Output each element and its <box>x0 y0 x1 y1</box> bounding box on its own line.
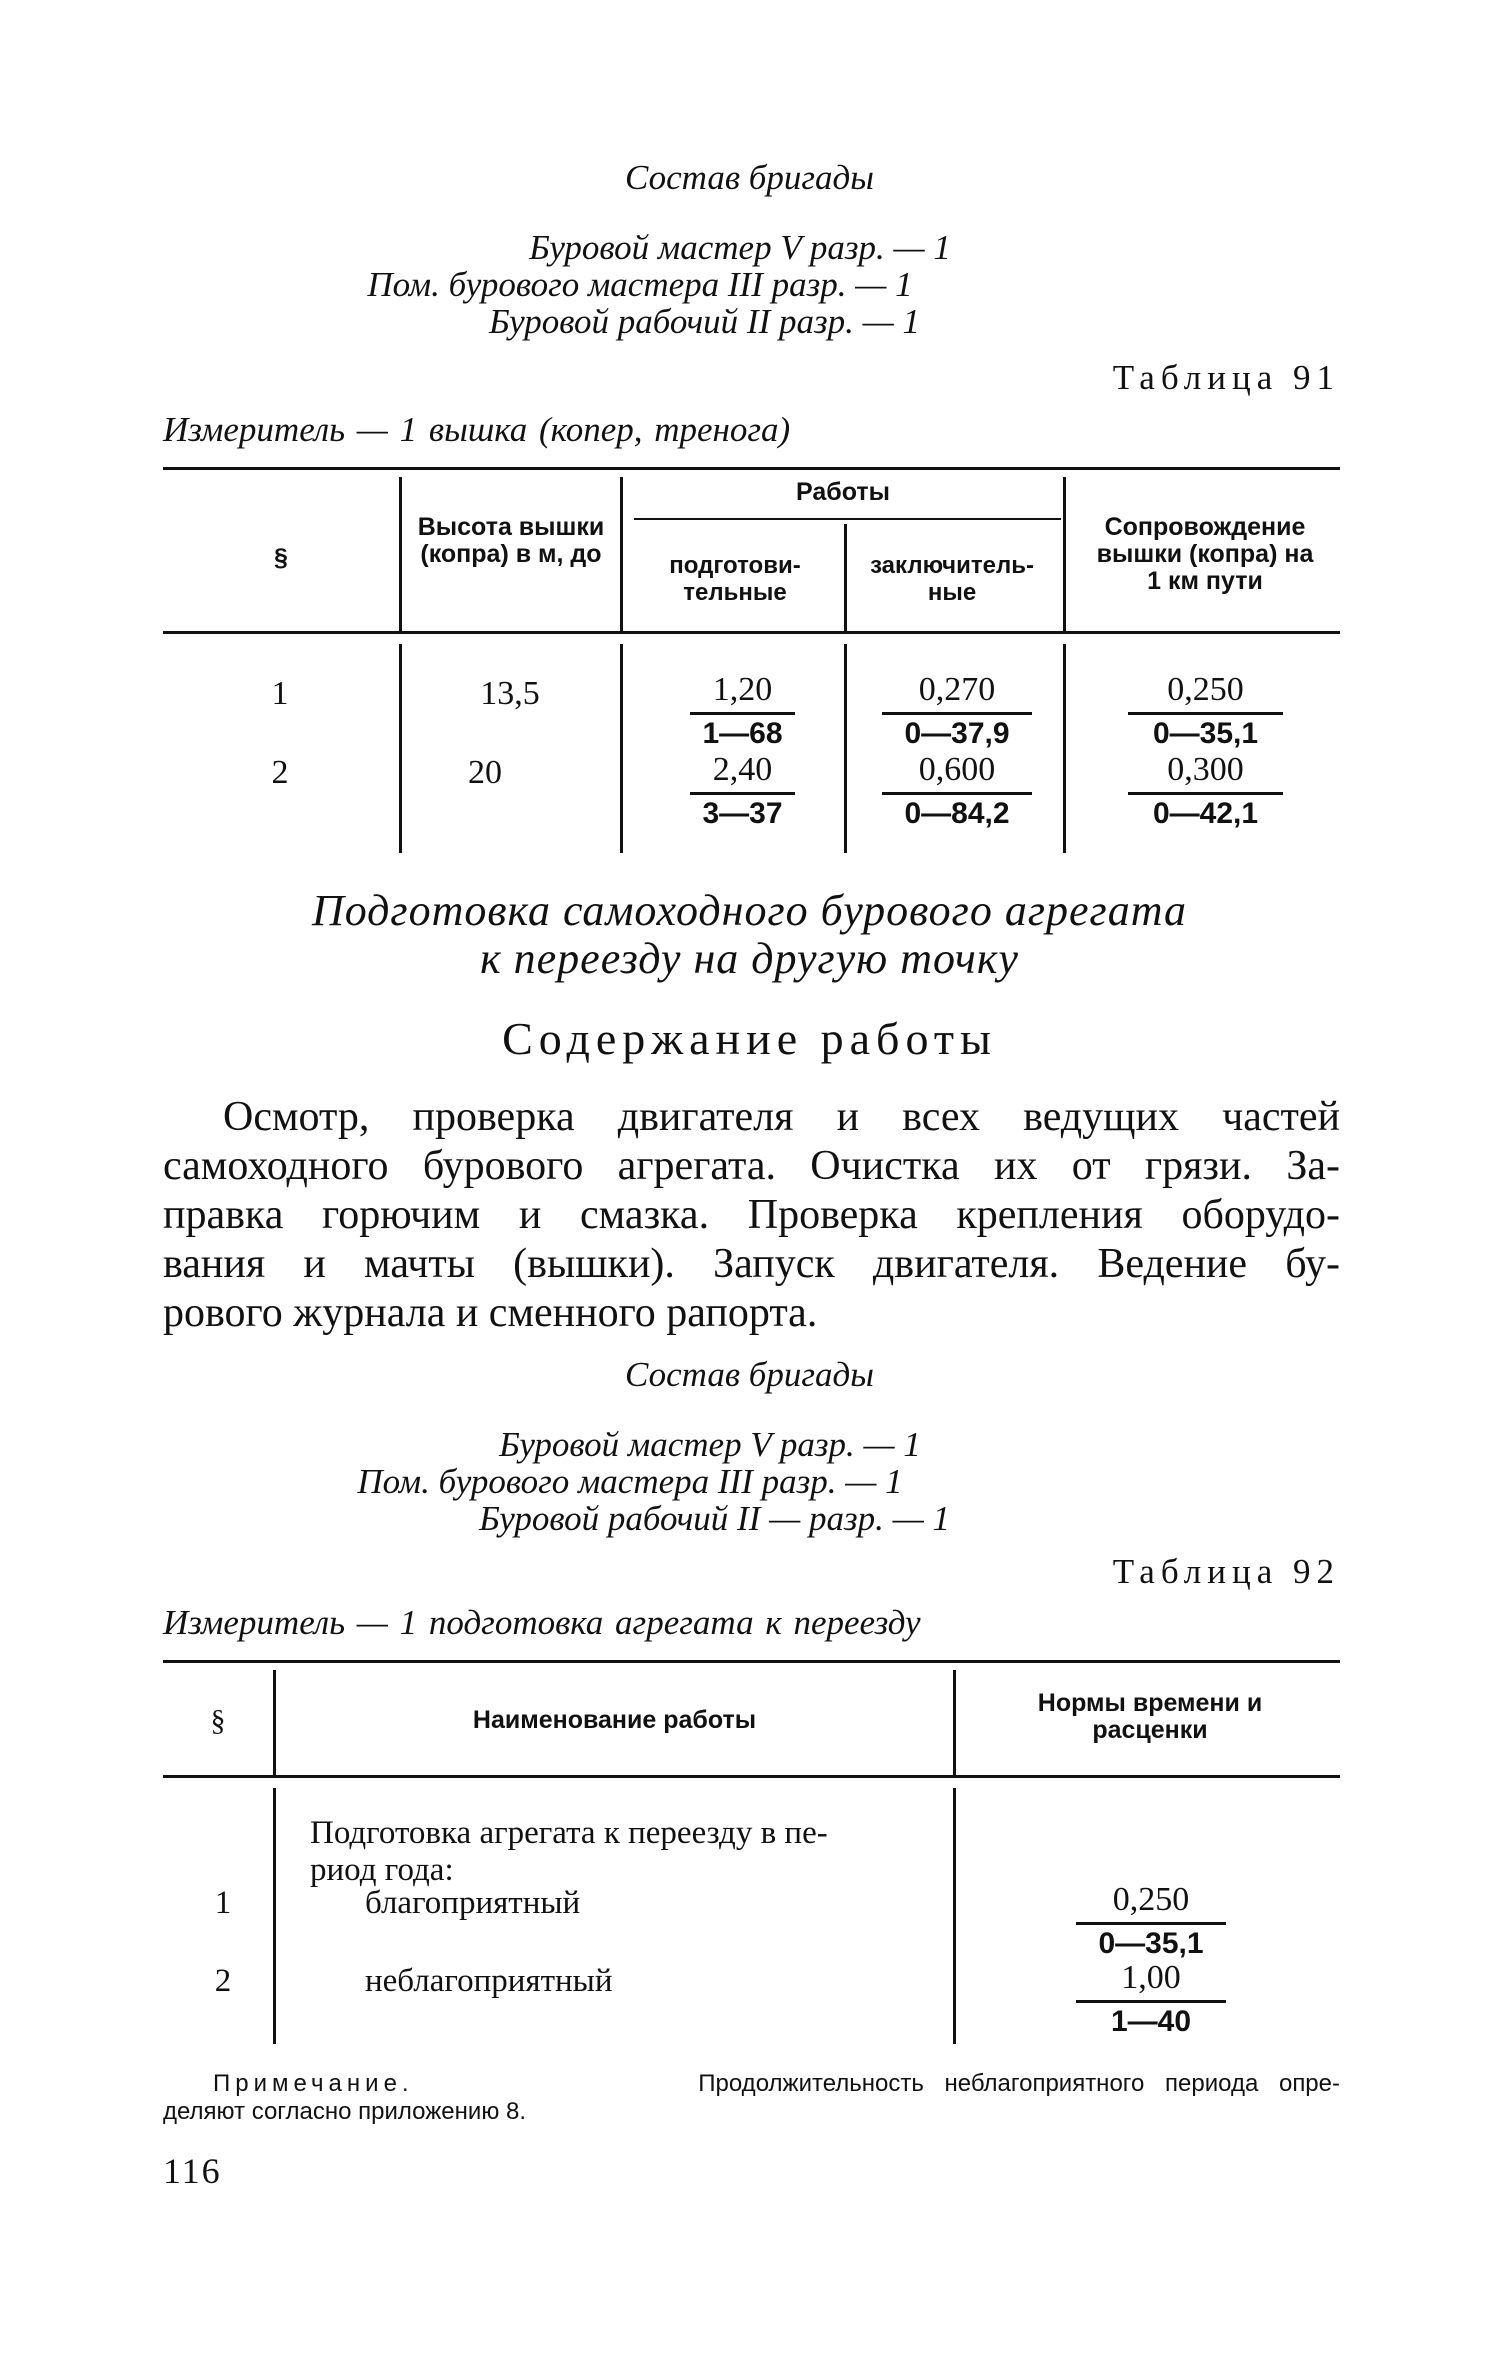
t91-header-height: Высота вышки (копра) в м, до <box>417 513 605 568</box>
measure-line-1: Измеритель — 1 вышка (копер, тренога) <box>163 410 791 449</box>
t91-row2-n: 2 <box>271 754 289 791</box>
t92-row2-rate: 1—40 <box>1110 2005 1192 2038</box>
t91-header-works: Работы <box>796 478 890 506</box>
t92-intro-line2: риод года: <box>310 1852 454 1888</box>
t91-row2-escort-rate: 0—42,1 <box>1152 797 1259 830</box>
t91-row1-final-rate: 0—37,9 <box>904 717 1010 750</box>
crew-line-1-2: Пом. бурового мастера III разр. — 1 <box>367 265 913 304</box>
t91-row2-height: 20 <box>468 754 502 791</box>
table-label-91: Таблица 91 <box>1112 358 1340 397</box>
t91-header-final: заключитель- ные <box>870 552 1034 606</box>
measure-line-2: Измеритель — 1 подготовка агрегата к переезду <box>163 1603 921 1642</box>
crew-line-1-1: Буровой мастер V разр. — 1 <box>529 228 951 267</box>
footnote-label: Примечание. <box>213 2070 414 2097</box>
t91-row1-escort-norm: 0,250 <box>1167 671 1244 708</box>
t92-row1-rate: 0—35,1 <box>1098 1927 1204 1960</box>
t91-row1-prep <box>690 670 795 753</box>
t92-row1-norms <box>1076 1880 1226 1963</box>
t91-row2-prep <box>690 750 795 833</box>
work-description <box>163 1093 1340 1338</box>
t91-row1-escort-rate: 0—35,1 <box>1152 717 1259 750</box>
t91-row2-escort <box>1128 750 1283 833</box>
work-description-line: Осмотр, проверка двигателя и всех ведущих частей <box>223 1094 1340 1140</box>
t92-header-section: § <box>210 1704 226 1737</box>
t91-header-escort: Сопровождение вышки (копра) на 1 км пути <box>1096 513 1314 595</box>
t91-row2-prep-norm: 2,40 <box>712 751 773 788</box>
work-description-line: вания и мачты (вышки). Запуск двигателя. Ведение бу- <box>163 1241 1340 1287</box>
crew-line-2-2: Пом. бурового мастера III разр. — 1 <box>357 1462 903 1501</box>
work-description-line: самоходного бурового агрегата. Очистка их от грязи. За- <box>163 1143 1340 1189</box>
t91-header-section: § <box>274 544 288 572</box>
content-heading: Содержание работы <box>502 1013 997 1064</box>
t91-row1-final-norm: 0,270 <box>918 671 996 708</box>
crew-title-1: Состав бригады <box>625 158 874 197</box>
t92-row1-name: благоприятный <box>365 1885 581 1921</box>
t92-row2-n: 2 <box>214 1963 232 1999</box>
t91-row2-final-rate: 0—84,2 <box>904 797 1010 830</box>
t91-row1-n: 1 <box>271 675 289 712</box>
t92-row2-norm: 1,00 <box>1121 1959 1181 1996</box>
work-description-line: правка горючим и смазка. Проверка крепления оборудо- <box>163 1192 1340 1238</box>
crew-line-2-3: Буровой рабочий II — разр. — 1 <box>479 1499 950 1538</box>
t92-row1-norm: 0,250 <box>1112 1881 1190 1918</box>
t92-header-norms: Нормы времени и расценки <box>1037 1689 1263 1744</box>
t91-row1-final <box>882 670 1032 753</box>
t91-row2-final-norm: 0,600 <box>918 751 996 788</box>
t91-row1-escort <box>1128 670 1283 753</box>
t91-row1-height: 13,5 <box>480 675 540 712</box>
t91-row2-escort-norm: 0,300 <box>1167 751 1244 788</box>
crew-line-2-1: Буровой мастер V разр. — 1 <box>499 1425 921 1464</box>
section-title-line2: к переезду на другую точку <box>480 934 1019 983</box>
t91-row2-final <box>882 750 1032 833</box>
t91-row1-prep-norm: 1,20 <box>712 671 773 708</box>
footnote-line1: Продолжительность неблагоприятного периода опре- <box>698 2070 1340 2097</box>
section-title-line1: Подготовка самоходного бурового агрегата <box>311 886 1188 935</box>
t92-row2-norms <box>1076 1958 1226 2041</box>
work-description-line: рового журнала и сменного рапорта. <box>163 1290 818 1336</box>
page-number: 116 <box>163 2151 222 2191</box>
t91-row2-prep-rate: 3—37 <box>702 797 783 830</box>
t91-header-prep: подготови- тельные <box>669 552 801 606</box>
t92-row1-n: 1 <box>214 1885 232 1921</box>
crew-title-2: Состав бригады <box>625 1355 874 1394</box>
t92-row2-name: неблагоприятный <box>365 1963 613 1999</box>
t92-header-name: Наименование работы <box>472 1706 757 1734</box>
t92-intro-line1: Подготовка агрегата к переезду в пе- <box>310 1815 828 1851</box>
footnote <box>213 2070 1340 2098</box>
crew-line-1-3: Буровой рабочий II разр. — 1 <box>488 302 920 341</box>
footnote-line2: деляют согласно приложению 8. <box>163 2098 526 2125</box>
t91-row1-prep-rate: 1—68 <box>702 717 783 750</box>
table-label-92: Таблица 92 <box>1112 1552 1340 1591</box>
